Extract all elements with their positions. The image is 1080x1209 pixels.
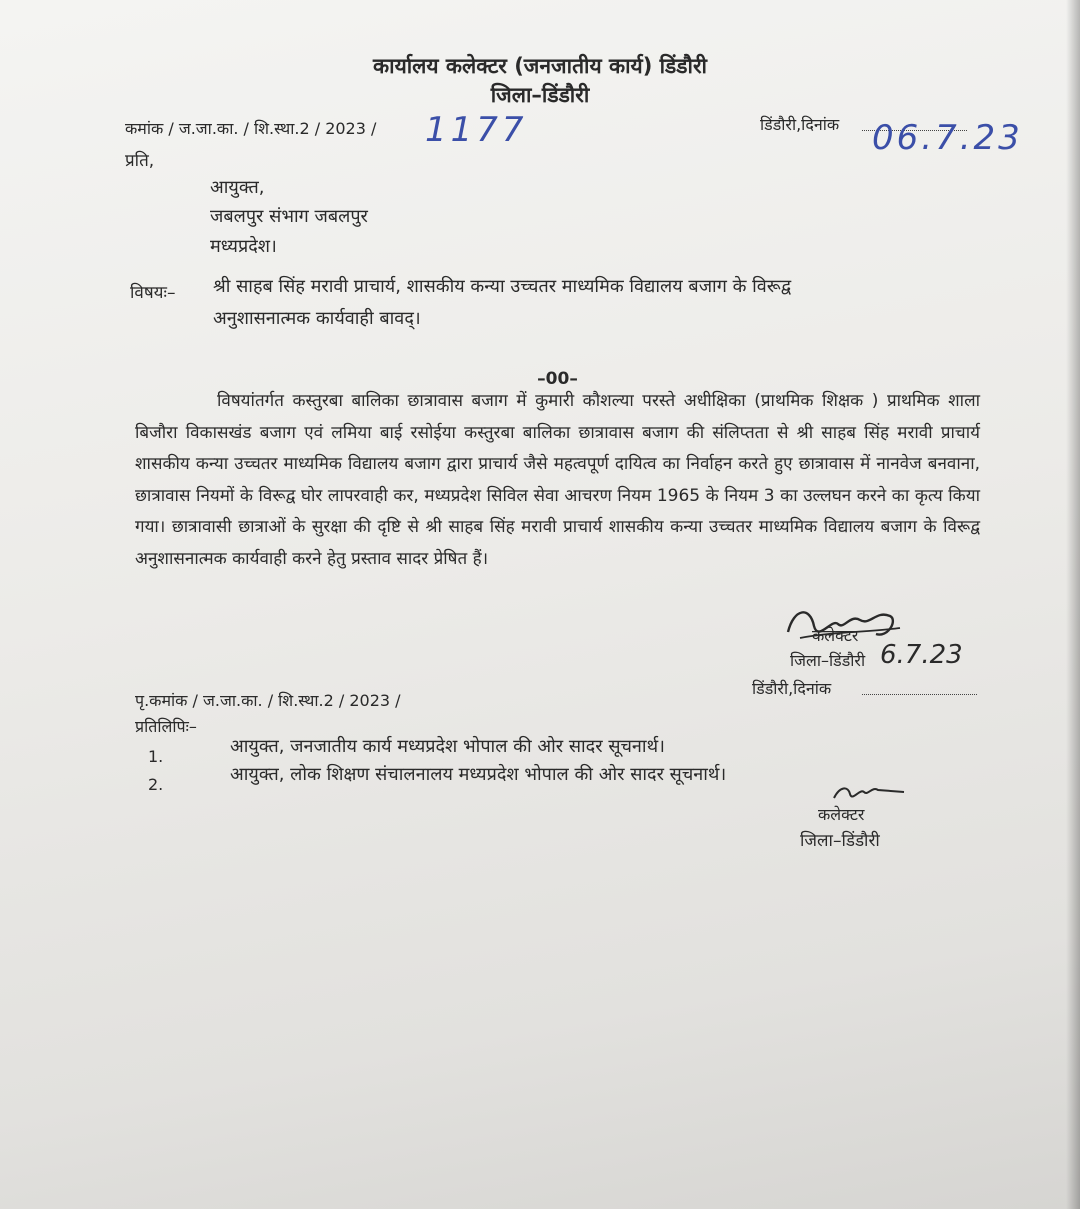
handwritten-ref-number: 1177: [425, 110, 528, 150]
recipient-line-1: आयुक्त,: [210, 177, 265, 198]
signatory-title: कलेक्टर: [812, 626, 859, 645]
district-heading: जिला–डिंडौरी: [490, 83, 590, 107]
copy-item-number: 2.: [148, 775, 164, 794]
recipient-line-3: मध्यप्रदेश।: [210, 236, 277, 257]
to-label: प्रति,: [125, 151, 155, 171]
subject-line-1: श्री साहब सिंह मरावी प्राचार्य, शासकीय कन्या उच्चतर माध्यमिक विद्यालय बजाग के विरूद्व: [213, 276, 792, 297]
date-label: डिंडौरी,दिनांक: [760, 115, 840, 134]
separator: –00–: [537, 369, 578, 389]
reference-number: कमांक / ज.जा.का. / शि.स्था.2 / 2023 /: [125, 119, 377, 138]
subject-line-2: अनुशासनात्मक कार्यवाही बावद्।: [213, 308, 421, 329]
recipient-line-2: जबलपुर संभाग जबलपुर: [210, 206, 368, 227]
endorsement-date-label: डिंडौरी,दिनांक: [752, 679, 832, 698]
copy-item-text: आयुक्त, जनजातीय कार्य मध्यप्रदेश भोपाल की ओर सादर सूचनार्थ।: [230, 736, 665, 757]
endorsement-signatory-district: जिला–डिंडौरी: [800, 831, 880, 851]
signatory-district: जिला–डिंडौरी: [790, 651, 866, 670]
endorsement-reference: पृ.कमांक / ज.जा.का. / शि.स्था.2 / 2023 /: [135, 691, 401, 710]
handwritten-date: 06.7.23: [872, 118, 1023, 158]
page-edge-shadow: [1066, 0, 1080, 1209]
subject-label: विषयः–: [130, 283, 176, 303]
handwritten-sign-date: 6.7.23: [880, 640, 963, 670]
letter-body: विषयांतर्गत कस्तुरबा बालिका छात्रावास बजाग में कुमारी कौशल्या परस्ते अधीक्षिका (प्राथमिक शिक्षक ) प्राथमिक शाला बिजौरा विकासखंड बजाग एवं लमिया बाई रसोईया कस्तुरबा बालिका छात्रावास बजाग की संलिप्तता से श्री साहब सिंह मरावी प्राचार्य शासकीय कन्या उच्चतर माध्यमिक विद्यालय बजाग द्वारा प्राचार्य जैसे महत्वपूर्ण दायित्व का निर्वाहन करते हुए छात्रावास में नानवेज बनवाना, छात्रावास नियमों के विरूद्व घोर लापरवाही कर, मध्यप्रदेश सिविल सेवा आचरण नियम 1965 के नियम 3 का उल्लघन करने का कृत्य किया गया। छात्रावासी छात्राओं के सुरक्षा की दृष्टि से श्री साहब सिंह मरावी प्राचार्य शासकीय कन्या उच्चतर माध्यमिक विद्यालय बजाग के विरूद्व अनुशासनात्मक कार्यवाही करने हेतु प्रस्ताव सादर प्रेषित हैं।: [135, 391, 980, 569]
copy-item-text: आयुक्त, लोक शिक्षण संचालनालय मध्यप्रदेश भोपाल की ओर सादर सूचनार्थ।: [230, 764, 727, 785]
endorsement-signatory-title: कलेक्टर: [818, 805, 865, 824]
endorsement-date-dotted-line: [862, 694, 977, 695]
office-heading: कार्यालय कलेक्टर (जनजातीय कार्य) डिंडौरी: [373, 54, 707, 78]
copy-to-label: प्रतिलिपिः–: [135, 717, 197, 736]
copy-item-number: 1.: [148, 747, 164, 766]
